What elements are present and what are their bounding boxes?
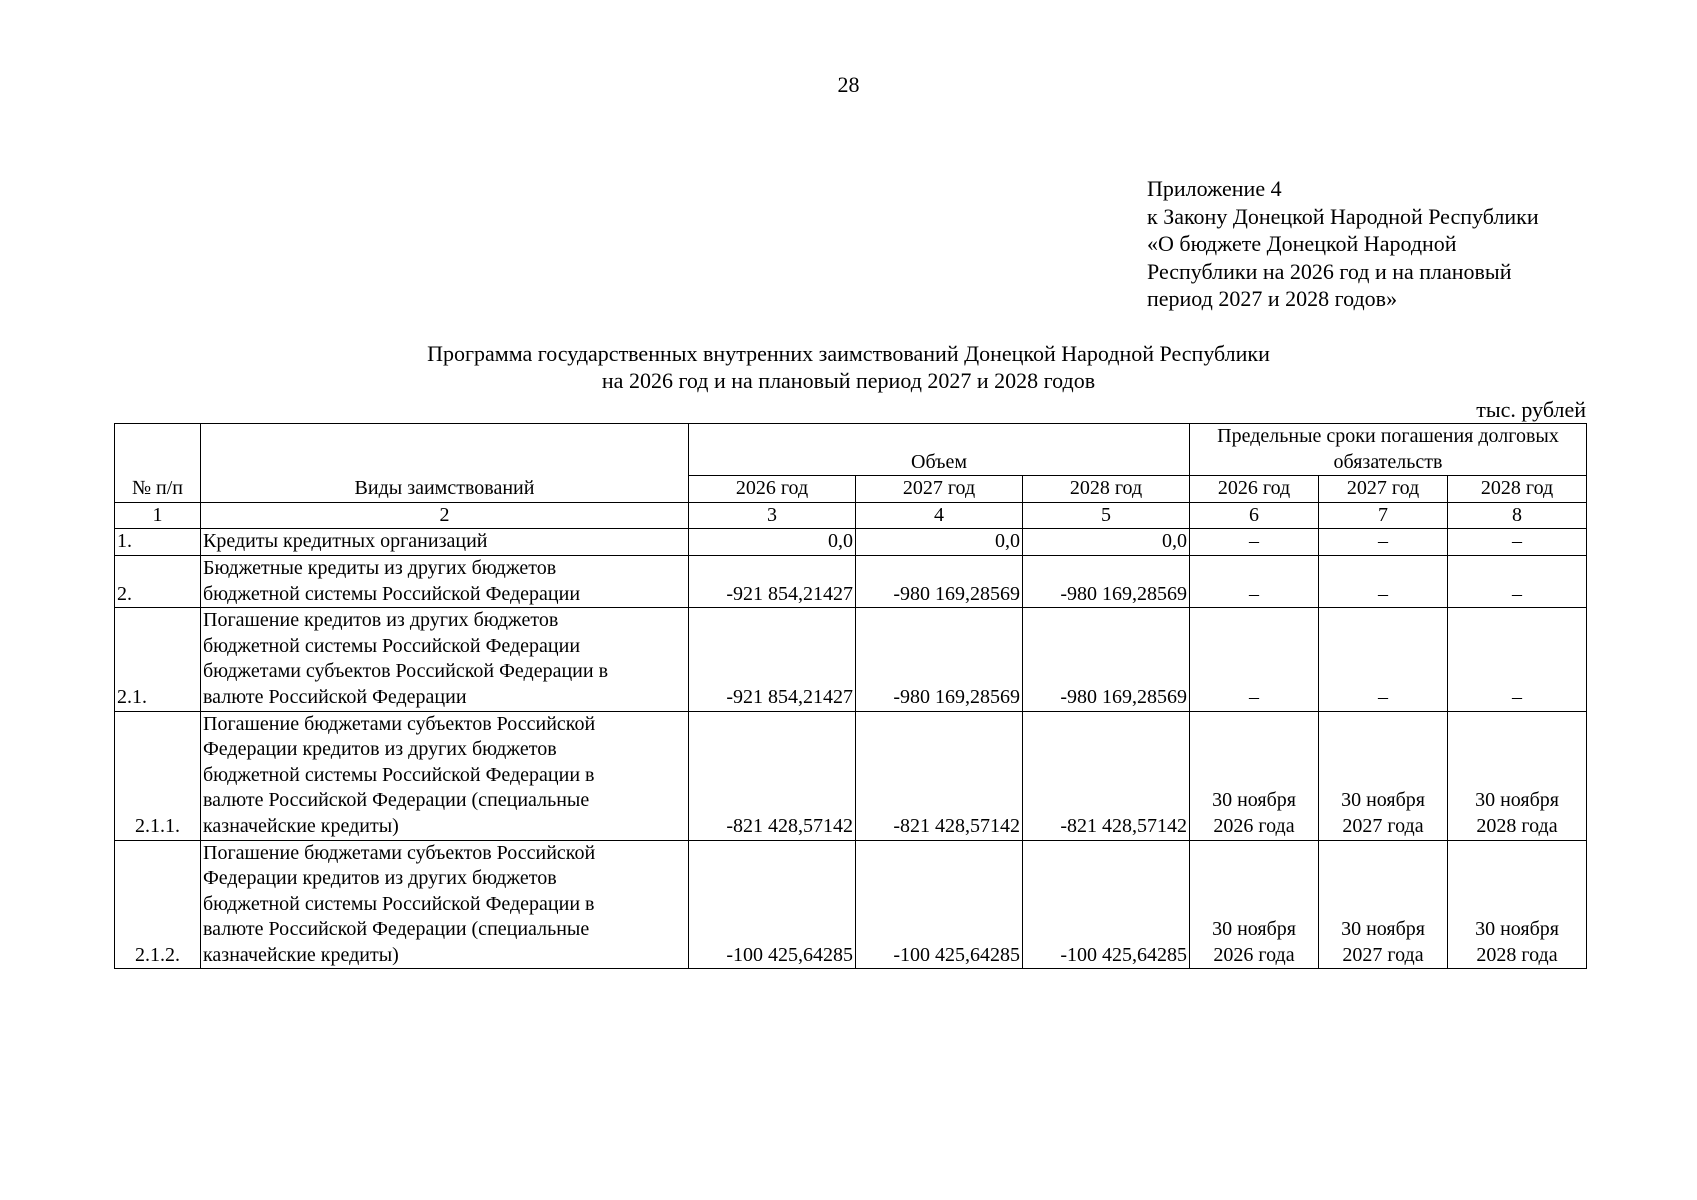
appendix-line: к Закону Донецкой Народной Республики xyxy=(1147,203,1539,229)
volume-value: -980 169,28569 xyxy=(1023,608,1190,711)
table-row xyxy=(115,840,1587,969)
row-name-line: Федерации кредитов из других бюджетов xyxy=(203,738,557,761)
header-year: 2026 год xyxy=(1190,476,1319,503)
document-title-line: Программа государственных внутренних заимствований Донецкой Народной Республики xyxy=(427,341,1270,366)
header-kind: Виды заимствований xyxy=(201,424,689,503)
row-name-line: Погашение кредитов из других бюджетов xyxy=(203,609,559,632)
volume-value: 0,0 xyxy=(1023,529,1190,556)
row-name-line: Погашение бюджетами субъектов Российской xyxy=(203,712,596,735)
repayment-term xyxy=(1319,840,1448,969)
row-name xyxy=(201,555,689,607)
row-name xyxy=(201,608,689,711)
header-year: 2028 год xyxy=(1023,476,1190,503)
repayment-term xyxy=(1319,711,1448,840)
row-name-line: бюджетами субъектов Российской Федерации в xyxy=(203,660,609,683)
appendix-line: Приложение 4 xyxy=(1147,176,1282,201)
repayment-term xyxy=(1448,711,1587,840)
repayment-term xyxy=(1190,608,1319,711)
repayment-term-line: – xyxy=(1512,530,1523,553)
column-number: 1 xyxy=(115,502,201,529)
repayment-term-line: – xyxy=(1249,685,1260,708)
row-name-line: Бюджетные кредиты из других бюджетов xyxy=(203,556,557,579)
header-volume: Объем xyxy=(689,424,1190,476)
repayment-term xyxy=(1190,840,1319,969)
repayment-term-line: 30 ноября xyxy=(1212,918,1296,941)
volume-value: -921 854,21427 xyxy=(689,555,856,607)
repayment-term-line: – xyxy=(1249,530,1260,553)
header-terms: Предельные сроки погашения долговых обязательств xyxy=(1190,424,1587,476)
volume-value: -100 425,64285 xyxy=(1023,840,1190,969)
row-name xyxy=(201,711,689,840)
table-row xyxy=(115,711,1587,840)
repayment-term-line: – xyxy=(1512,685,1523,708)
column-number: 8 xyxy=(1448,502,1587,529)
row-number: 2.1.2. xyxy=(115,840,201,969)
volume-value: -100 425,64285 xyxy=(689,840,856,969)
header-number: № п/п xyxy=(115,424,201,503)
column-number: 3 xyxy=(689,502,856,529)
column-number: 2 xyxy=(201,502,689,529)
row-name xyxy=(201,529,689,556)
repayment-term xyxy=(1448,529,1587,556)
repayment-term-line: – xyxy=(1512,582,1523,605)
repayment-term xyxy=(1190,711,1319,840)
repayment-term-line: – xyxy=(1378,530,1389,553)
row-name xyxy=(201,840,689,969)
repayment-term-line: 30 ноября xyxy=(1475,918,1559,941)
column-number-row xyxy=(115,502,1587,529)
volume-value: 0,0 xyxy=(856,529,1023,556)
volume-value: -821 428,57142 xyxy=(689,711,856,840)
repayment-term xyxy=(1448,840,1587,969)
row-number: 1. xyxy=(115,529,201,556)
repayment-term xyxy=(1448,555,1587,607)
appendix-line: «О бюджете Донецкой Народной xyxy=(1147,231,1457,256)
repayment-term xyxy=(1319,529,1448,556)
row-name-line: валюте Российской Федерации (специальные xyxy=(203,918,590,941)
row-name-line: Кредиты кредитных организаций xyxy=(203,530,488,553)
repayment-term-line: 2026 года xyxy=(1213,814,1295,837)
repayment-term xyxy=(1319,555,1448,607)
volume-value: -100 425,64285 xyxy=(856,840,1023,969)
row-name-line: бюджетной системы Российской Федерации в xyxy=(203,892,595,915)
repayment-term-line: 2026 года xyxy=(1213,943,1295,966)
volume-value: -821 428,57142 xyxy=(856,711,1023,840)
repayment-term xyxy=(1190,555,1319,607)
column-number: 6 xyxy=(1190,502,1319,529)
repayment-term xyxy=(1190,529,1319,556)
volume-value: -980 169,28569 xyxy=(856,608,1023,711)
repayment-term-line: 30 ноября xyxy=(1212,789,1296,812)
row-number: 2. xyxy=(115,555,201,607)
repayment-term xyxy=(1319,608,1448,711)
units-label: тыс. рублей xyxy=(1476,397,1586,422)
table-row xyxy=(115,555,1587,607)
appendix-line: Республики на 2026 год и на плановый xyxy=(1147,258,1512,284)
appendix-block xyxy=(1147,175,1539,313)
repayment-term-line: 30 ноября xyxy=(1341,789,1425,812)
document-title xyxy=(0,340,1697,394)
row-number: 2.1.1. xyxy=(115,711,201,840)
repayment-term xyxy=(1448,608,1587,711)
repayment-term-line: – xyxy=(1378,582,1389,605)
page-number: 28 xyxy=(837,72,860,97)
volume-value: -921 854,21427 xyxy=(689,608,856,711)
volume-value: -980 169,28569 xyxy=(1023,555,1190,607)
row-name-line: Федерации кредитов из других бюджетов xyxy=(203,867,557,890)
row-name-line: бюджетной системы Российской Федерации xyxy=(203,634,581,657)
document-title-line: на 2026 год и на плановый период 2027 и 2028 годов xyxy=(601,368,1096,393)
volume-value: -821 428,57142 xyxy=(1023,711,1190,840)
repayment-term-line: 30 ноября xyxy=(1341,918,1425,941)
repayment-term-line: 30 ноября xyxy=(1475,789,1559,812)
row-name-line: валюте Российской Федерации xyxy=(203,685,467,708)
repayment-term-line: 2028 года xyxy=(1476,814,1558,837)
volume-value: 0,0 xyxy=(689,529,856,556)
repayment-term-line: – xyxy=(1249,582,1260,605)
row-name-line: Погашение бюджетами субъектов Российской xyxy=(203,841,596,864)
header-year: 2027 год xyxy=(1319,476,1448,503)
repayment-term-line: 2028 года xyxy=(1476,943,1558,966)
column-number: 5 xyxy=(1023,502,1190,529)
row-name-line: казначейские кредиты) xyxy=(203,943,399,966)
header-year: 2028 год xyxy=(1448,476,1587,503)
row-name-line: казначейские кредиты) xyxy=(203,814,399,837)
table-body xyxy=(115,529,1587,969)
row-name-line: бюджетной системы Российской Федерации xyxy=(203,582,581,605)
row-number: 2.1. xyxy=(115,608,201,711)
repayment-term-line: – xyxy=(1378,685,1389,708)
repayment-term-line: 2027 года xyxy=(1342,943,1424,966)
row-name-line: бюджетной системы Российской Федерации в xyxy=(203,763,595,786)
column-number: 4 xyxy=(856,502,1023,529)
repayment-term-line: 2027 года xyxy=(1342,814,1424,837)
borrowings-table xyxy=(114,423,1587,969)
row-name-line: валюте Российской Федерации (специальные xyxy=(203,789,590,812)
appendix-line: период 2027 и 2028 годов» xyxy=(1147,286,1398,311)
volume-value: -980 169,28569 xyxy=(856,555,1023,607)
header-row xyxy=(115,424,1587,476)
table-row xyxy=(115,608,1587,711)
table-row xyxy=(115,529,1587,556)
header-year: 2026 год xyxy=(689,476,856,503)
column-number: 7 xyxy=(1319,502,1448,529)
header-year: 2027 год xyxy=(856,476,1023,503)
